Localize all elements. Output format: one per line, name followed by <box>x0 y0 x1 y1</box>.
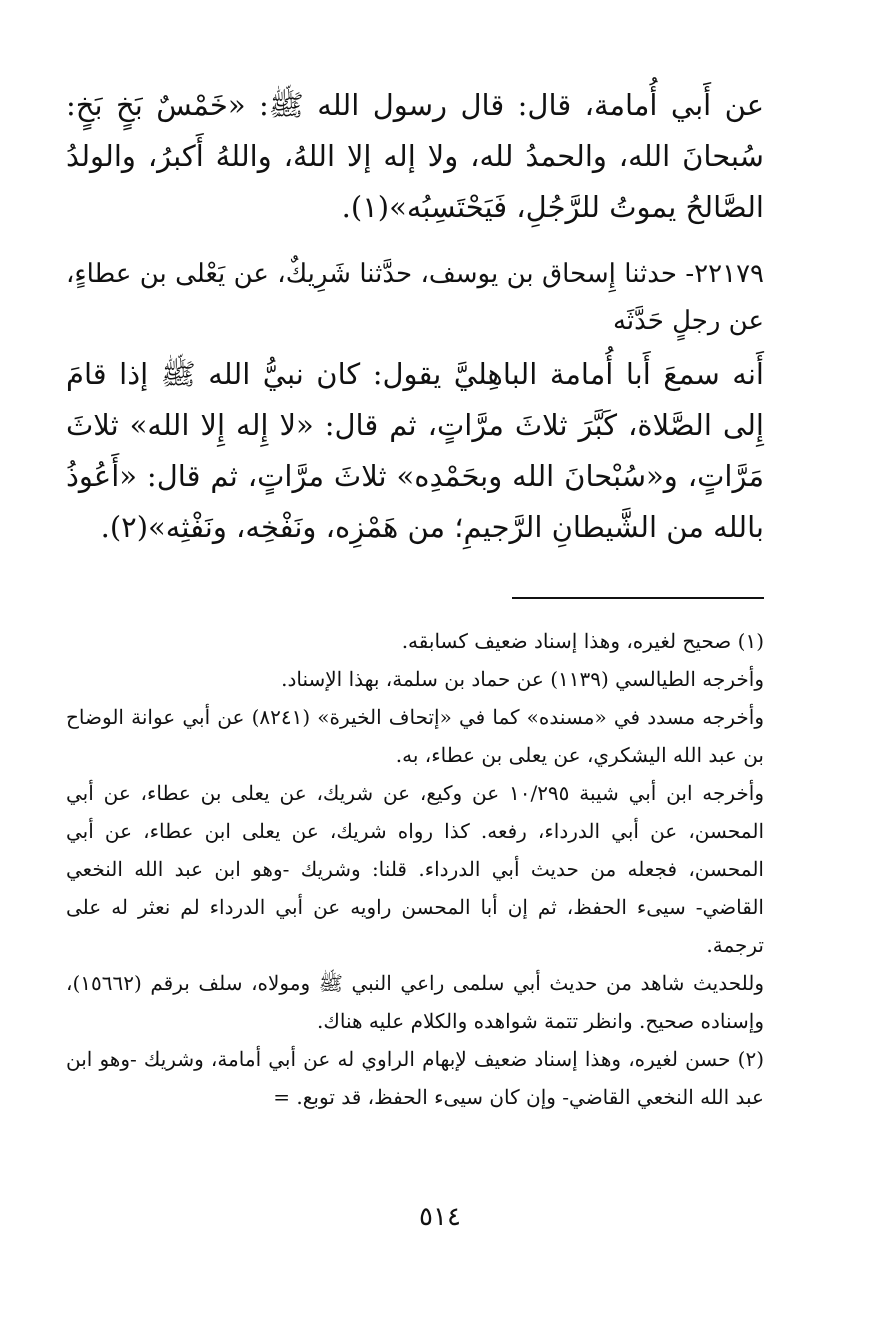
hadith-paragraph-1: عن أَبي أُمامة، قال: قال رسول الله ﷺ: «خَمْسٌ بَخٍ بَخٍ: سُبحانَ الله، والحمدُ لله، ولا إله إلا اللهُ، واللهُ أَكبرُ، والولدُ الصَّالحُ يموتُ للرَّجُلِ، فَيَحْتَسِبُه»(١). <box>66 88 764 224</box>
footnote-1-ibn-abi-shayba: وأخرجه ابن أبي شيبة ١٠/٢٩٥ عن وكيع، عن شريك، عن يعلى بن عطاء، عن أبي المحسن، عن أبي الدرداء، رفعه. كذا رواه شريك، عن يعلى ابن عطاء، عن أبي المحسن، فجعله من حديث أبي الدرداء. قلنا: وشريك -وهو ابن عبد الله النخعي القاضي- سيىء الحفظ، ثم إن أبا المحسن راويه عن أبي الدرداء لم نعثر له على ترجمة. <box>66 781 764 957</box>
isnad-header <box>66 251 764 345</box>
footnote-1-shahid: وللحديث شاهد من حديث أبي سلمى راعي النبي ﷺ ومولاه، سلف برقم (١٥٦٦٢)، وإسناده صحيح. وانظر تتمة شواهده والكلام عليه هناك. <box>66 971 764 1033</box>
hadith-22179-isnad: ٢٢١٧٩- حدثنا إِسحاق بن يوسف، حدَّثنا شَرِيكٌ، عن يَعْلى بن عطاءٍ، عن رجلٍ حَدَّثَه <box>66 259 764 336</box>
footnote-1-verdict: (١) صحيح لغيره، وهذا إسناد ضعيف كسابقه. <box>401 629 764 653</box>
footnote-separator <box>512 597 764 599</box>
footnote-1-musaddad: وأخرجه مسدد في «مسنده» كما في «إتحاف الخيرة» (٨٢٤١) عن أبي عوانة الوضاح بن عبد الله اليشكري، عن يعلى بن عطاء، به. <box>66 705 764 767</box>
hadith-22179-matn <box>66 349 764 553</box>
footnote-1-tayalisi: وأخرجه الطيالسي (١١٣٩) عن حماد بن سلمة، بهذا الإسناد. <box>281 667 764 691</box>
hadith-text-continued <box>66 80 764 233</box>
footnote-2-verdict: (٢) حسن لغيره، وهذا إسناد ضعيف لإبهام الراوي له عن أبي أمامة، وشريك -وهو ابن عبد الله النخعي القاضي- وإن كان سيىء الحفظ، قد توبع. = <box>66 1047 764 1109</box>
hadith-paragraph-3: أَنه سمعَ أَبا أُمامة الباهِليَّ يقول: كان نبيُّ الله ﷺ إذا قامَ إِلى الصَّلاة، كَبَّرَ ثلاثَ مرَّاتٍ، ثم قال: «لا إِله إِلا الله» ثلاثَ مَرَّاتٍ، و«سُبْحانَ الله وبحَمْدِه» ثلاثَ مرَّاتٍ، ثم قال: «أَعُوذُ بالله من الشَّيطانِ الرَّجيمِ؛ من هَمْزِه، ونَفْخِه، ونَفْثِه»(٢). <box>66 357 764 544</box>
page-number: ٥١٤ <box>419 1202 461 1232</box>
footnotes <box>66 622 764 1116</box>
